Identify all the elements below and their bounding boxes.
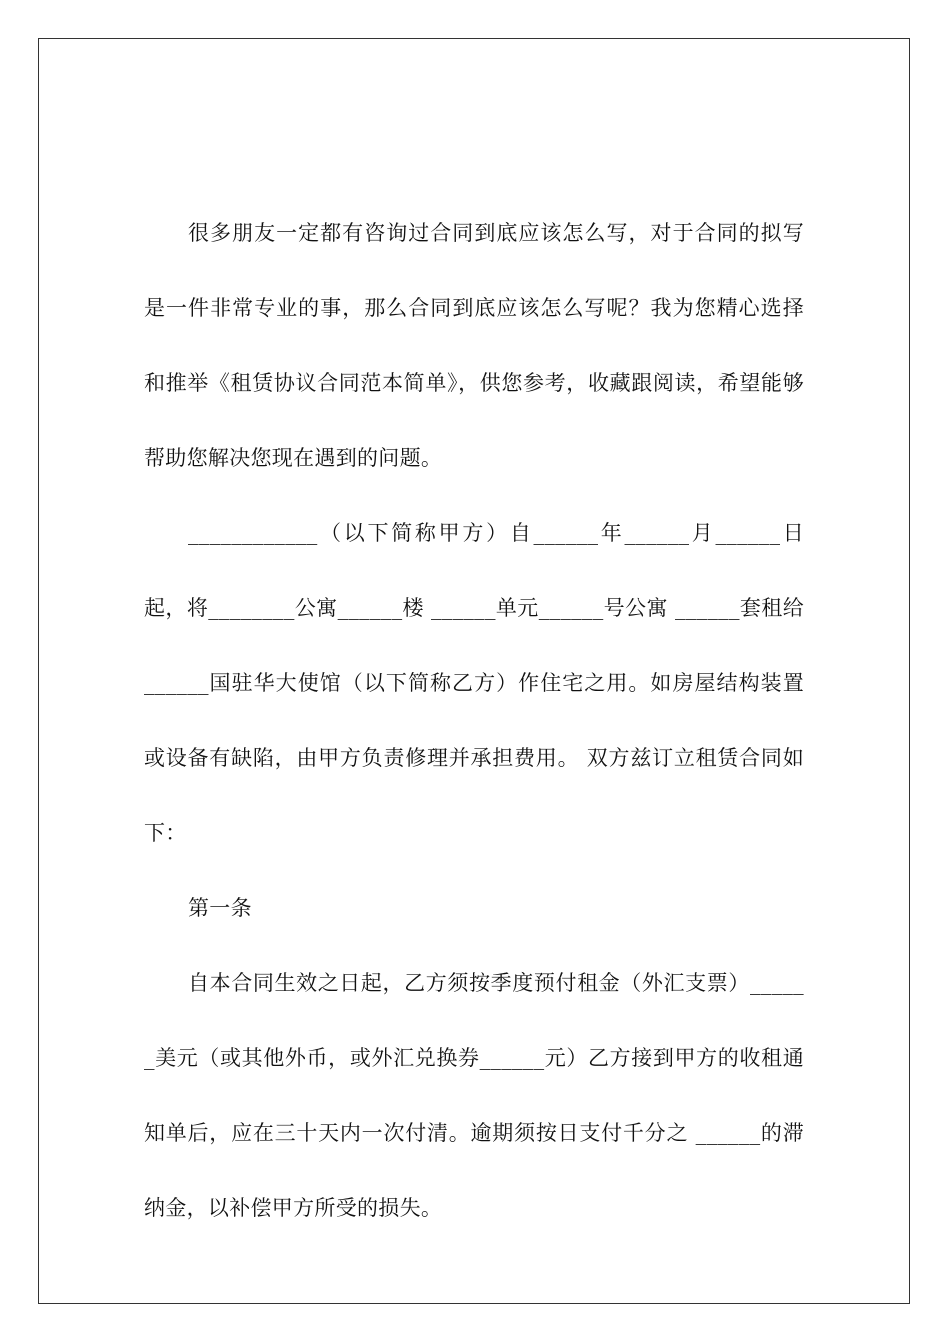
document-body: [144, 196, 804, 1246]
contract-preamble-paragraph: ____________（以下简称甲方）自______年______月______日起，将________公寓______楼 ______单元______号公寓 ______套租给______国驻华大使馆（以下简称乙方）作住宅之用。如房屋结构装置或设备有缺陷，由甲方负责修理并承担费用。 双方兹订立租赁合同如下：: [144, 521, 804, 845]
intro-paragraph: 很多朋友一定都有咨询过合同到底应该怎么写，对于合同的拟写是一件非常专业的事，那么合同到底应该怎么写呢？我为您精心选择和推举《租赁协议合同范本简单》，供您参考，收藏跟阅读，希望能够帮助您解决您现在遇到的问题。: [144, 221, 804, 470]
article-1-paragraph: 自本合同生效之日起，乙方须按季度预付租金（外汇支票）______美元（或其他外币，或外汇兑换券______元）乙方接到甲方的收租通知单后，应在三十天内一次付清。逾期须按日支付千分之 ______的滞纳金，以补偿甲方所受的损失。: [144, 971, 804, 1220]
article-heading: 第一条: [188, 896, 252, 920]
